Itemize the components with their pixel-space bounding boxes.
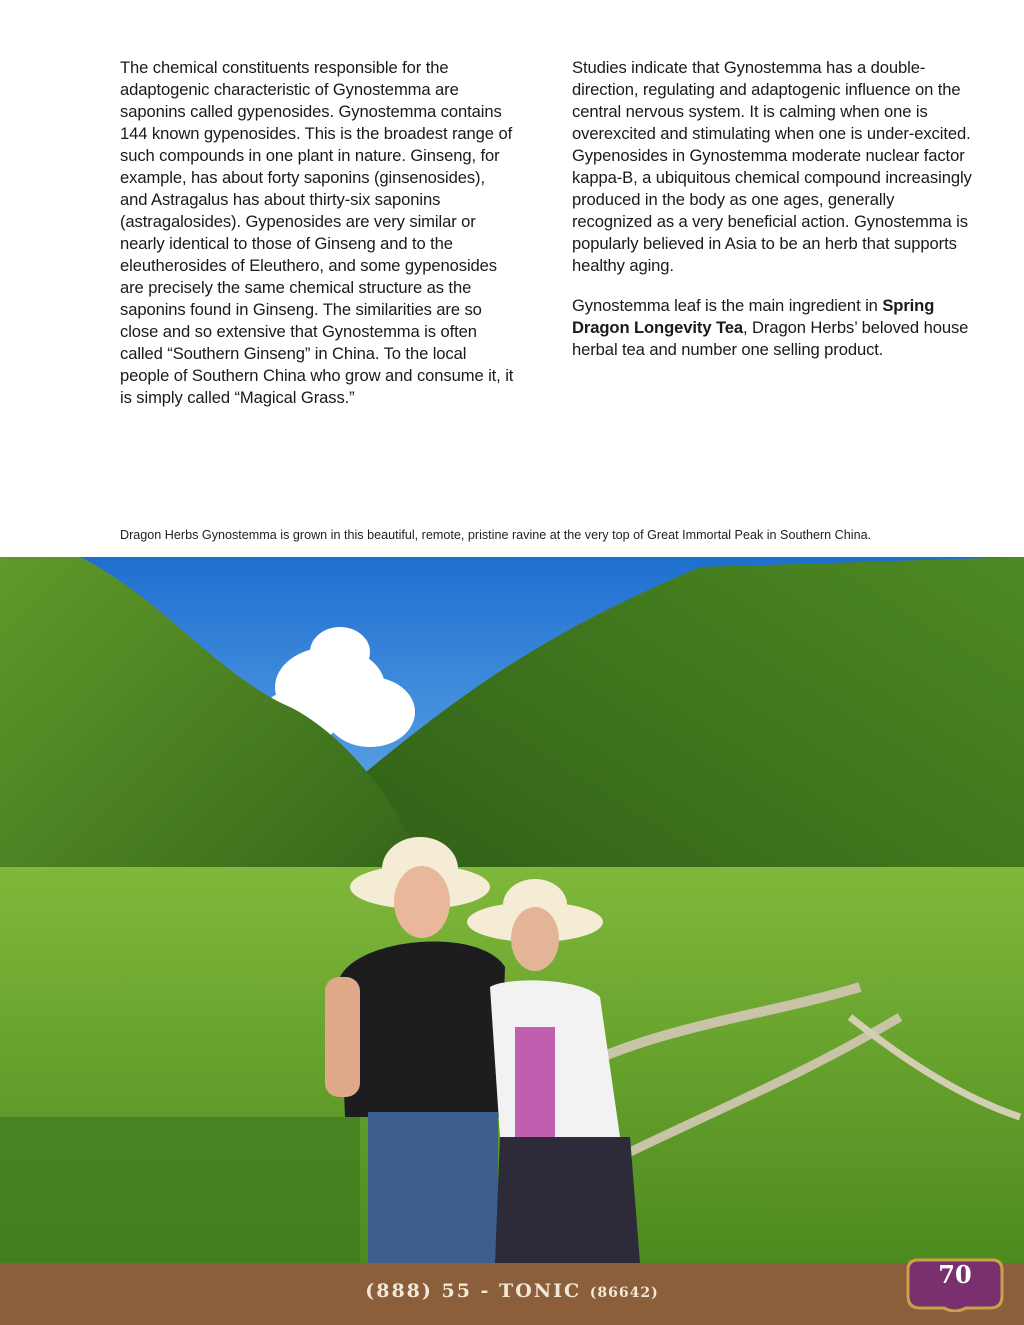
phone-digits: (86642) (589, 1285, 659, 1301)
product-name: Spring Dragon Longevity Tea (572, 296, 935, 337)
ravine-photo (0, 557, 1024, 1263)
paragraph-2-start: Gynostemma leaf is the main ingredient in (572, 296, 883, 315)
foreground-plants (0, 1117, 360, 1263)
page-number: 70 (938, 1260, 972, 1289)
left-column (120, 57, 515, 427)
right-paragraph-1: Studies indicate that Gynostemma has a double-direction, regulating and adaptogenic influence on the central nervous system. It is calming when one is overexcited and stimulating when one is under-excited. Gypenosides in Gynostemma moderate nuclear factor kappa-B, a ubiquitous chemical compound increasingly produced in the body as one ages, generally recognized as a very beneficial action. Gynostemma is popularly believed in Asia to be an herb that supports healthy aging. (572, 58, 972, 275)
right-paragraph-2 (572, 295, 972, 361)
left-paragraph: The chemical constituents responsible for the adaptogenic characteristic of Gynostemma are saponins called gypenosides. Gynostemma contains 144 known gypenosides. This is the broadest range of such compounds in one plant in nature. Ginseng, for example, has about forty saponins (ginsenosides), and Astragalus has about thirty-six saponins (astragalosides). Gypenosides are very similar or nearly identical to those of Ginseng and to the eleutherosides of Eleuthero, and some gypenosides are precisely the same chemical structure as the saponins found in Ginseng. The similarities are so close and so extensive that Gynostemma is often called “Southern Ginseng” in China. To the local people of Southern China who grow and consume it, it is simply called “Magical Grass.” (120, 58, 514, 407)
right-column (572, 57, 972, 379)
photo-caption: Dragon Herbs Gynostemma is grown in this beautiful, remote, pristine ravine at the very top of Great Immortal Peak in Southern China. (120, 528, 872, 542)
phone-number (0, 1280, 1024, 1302)
phone-main: (888) 55 - TONIC (365, 1280, 582, 1302)
paragraph-2-end: , Dragon Herbs’ beloved house herbal tea and number one selling product. (572, 318, 969, 359)
